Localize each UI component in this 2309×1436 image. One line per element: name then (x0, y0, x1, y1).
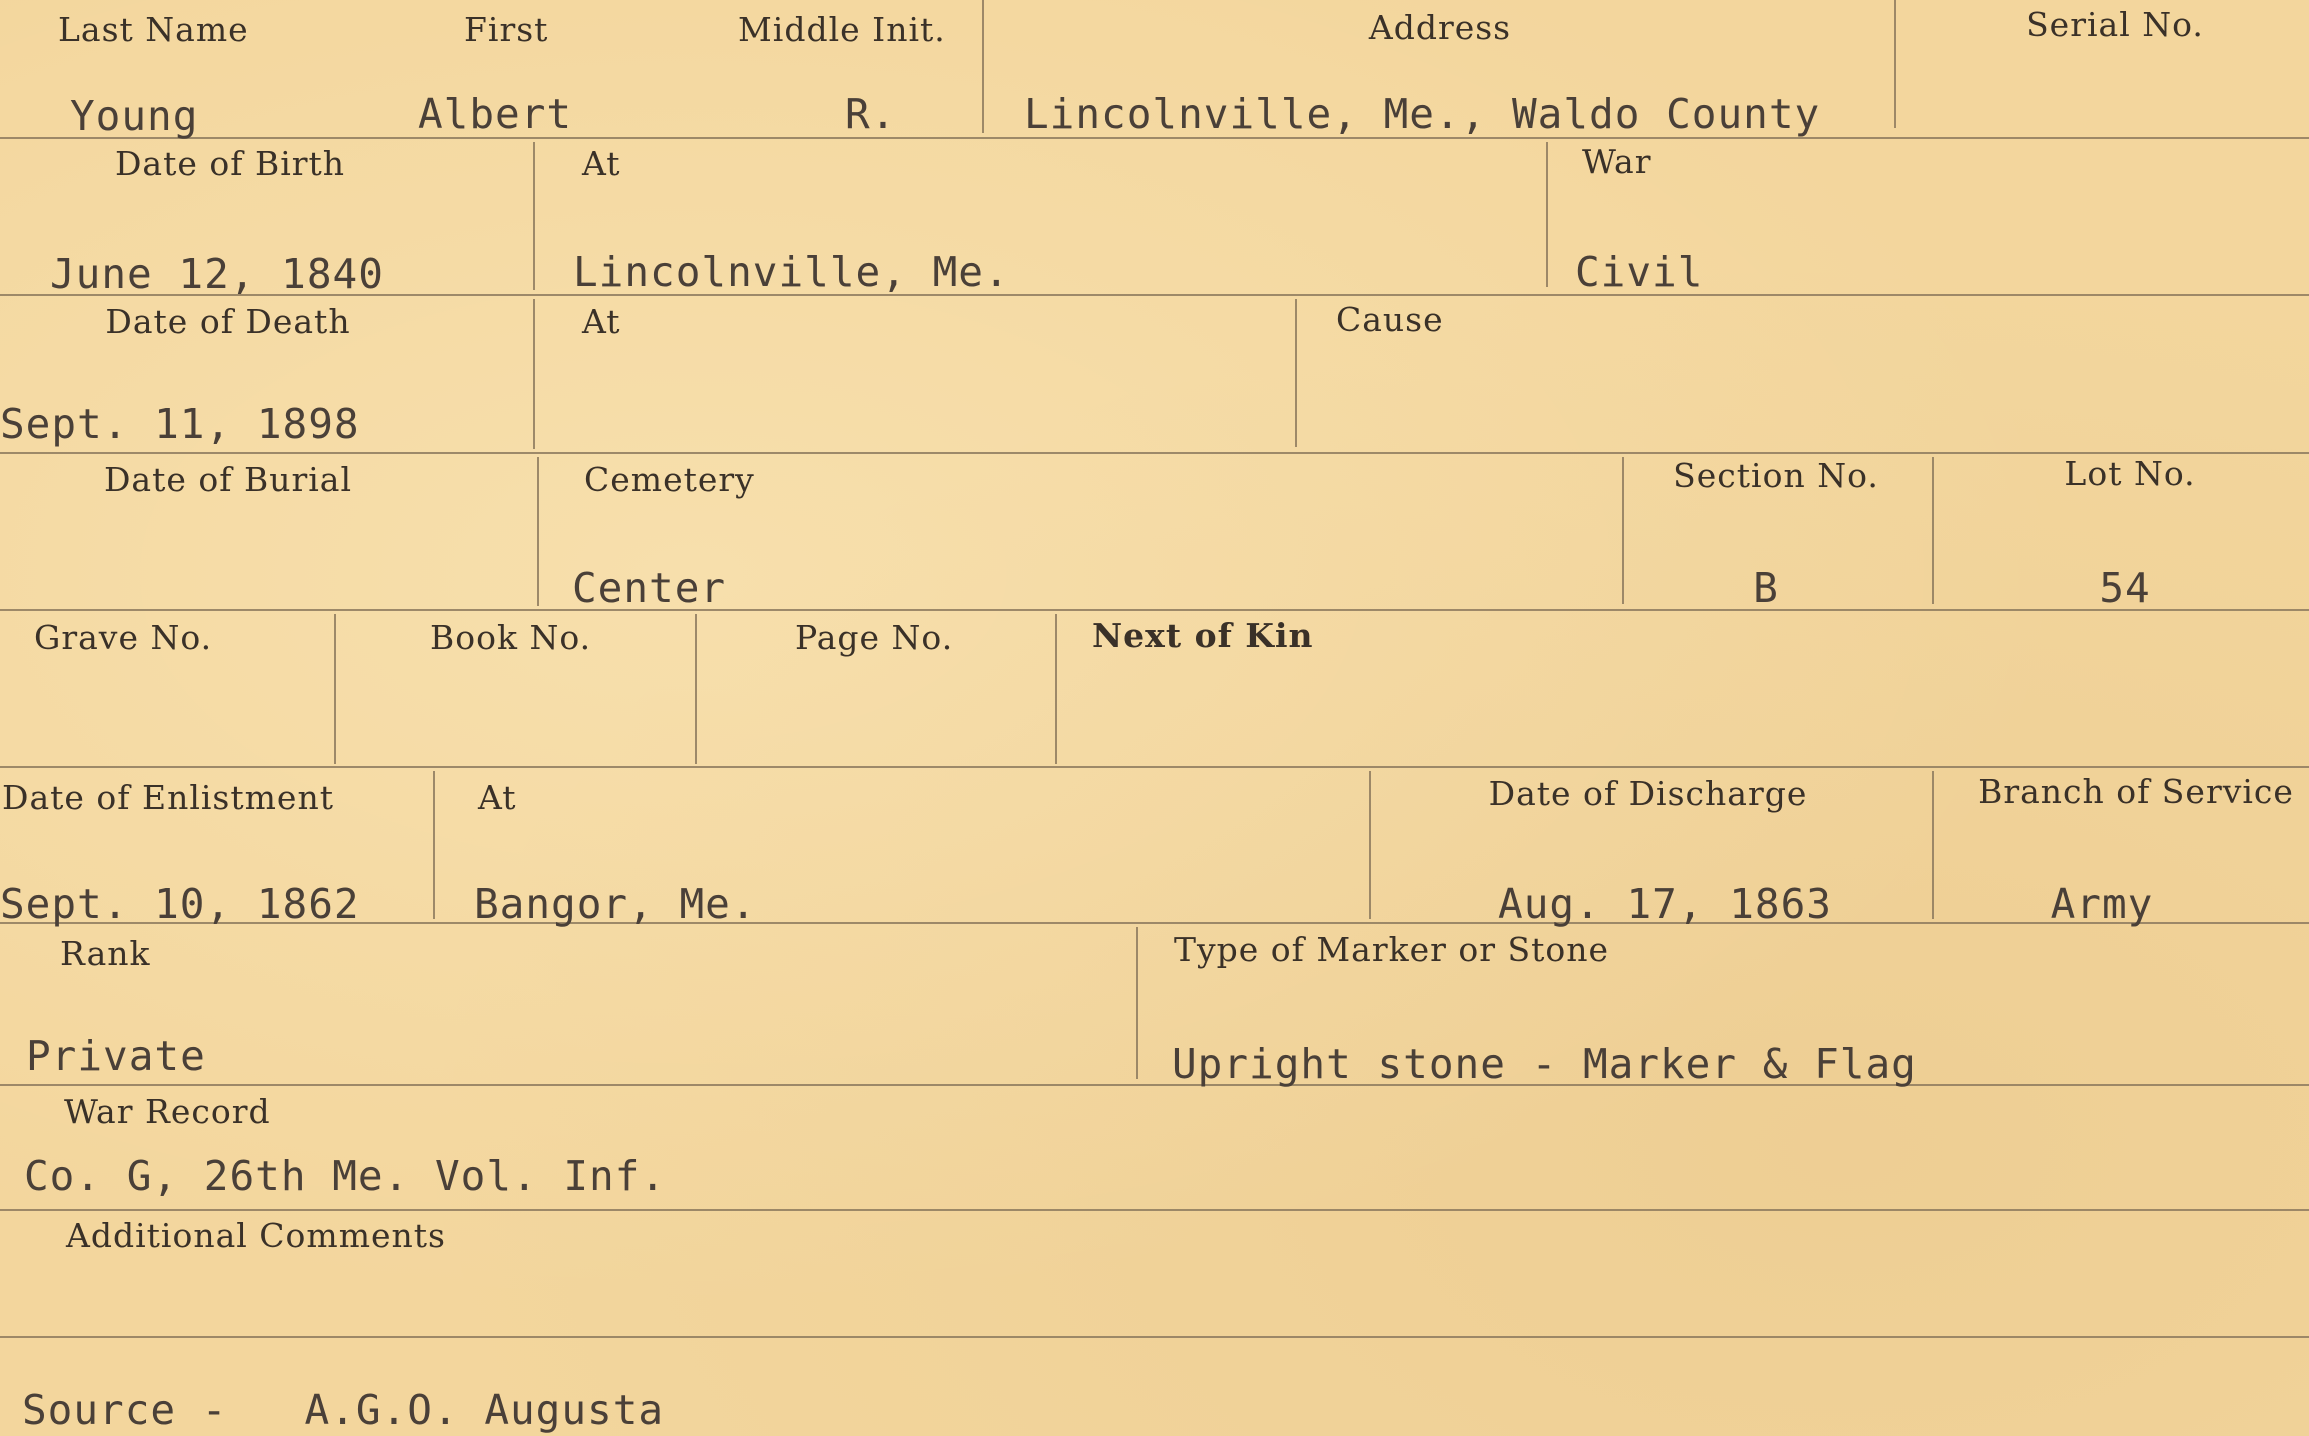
date-of-birth-value: June 12, 1840 (50, 250, 384, 298)
row-divider (0, 452, 2309, 454)
date-of-discharge-value: Aug. 17, 1863 (1498, 880, 1832, 928)
first-name-label: First (464, 10, 549, 49)
war-record-label: War Record (64, 1092, 271, 1131)
marker-type-label: Type of Marker or Stone (1174, 930, 1610, 969)
war-record-value: Co. G, 26th Me. Vol. Inf. (24, 1152, 667, 1200)
column-divider (1622, 457, 1624, 604)
middle-init-label: Middle Init. (738, 10, 946, 49)
source-value: Source - A.G.O. Augusta (22, 1386, 665, 1434)
lot-no-label: Lot No. (2064, 454, 2196, 493)
middle-init-value: R. (845, 90, 897, 138)
address-label: Address (1368, 8, 1512, 47)
additional-comments-label: Additional Comments (66, 1216, 446, 1255)
last-name-label: Last Name (58, 10, 249, 49)
book-no-label: Book No. (430, 618, 592, 657)
column-divider (1295, 299, 1297, 447)
death-at-label: At (582, 302, 621, 341)
row-divider (0, 766, 2309, 768)
date-of-birth-label: Date of Birth (114, 144, 346, 183)
branch-of-service-value: Army (2050, 880, 2154, 928)
first-name-value: Albert (418, 90, 573, 138)
date-of-burial-label: Date of Burial (103, 460, 353, 499)
column-divider (433, 771, 435, 919)
page-no-label: Page No. (795, 618, 954, 657)
column-divider (982, 0, 984, 133)
row-divider (0, 609, 2309, 611)
date-of-enlistment-label: Date of Enlistment (2, 778, 334, 817)
column-divider (1136, 927, 1138, 1079)
cemetery-value: Center (572, 564, 727, 612)
row-divider (0, 1336, 2309, 1338)
column-divider (1546, 142, 1548, 287)
cemetery-label: Cemetery (584, 460, 755, 499)
cause-label: Cause (1336, 300, 1444, 339)
marker-type-value: Upright stone - Marker & Flag (1172, 1040, 1917, 1088)
grave-no-label: Grave No. (34, 618, 213, 657)
column-divider (533, 299, 535, 449)
next-of-kin-label: Next of Kin (1092, 616, 1314, 655)
column-divider (1369, 771, 1371, 919)
date-of-death-label: Date of Death (105, 302, 351, 341)
row-divider (0, 1084, 2309, 1086)
rank-label: Rank (60, 934, 151, 973)
war-label: War (1582, 142, 1652, 181)
column-divider (533, 142, 535, 290)
enlist-at-value: Bangor, Me. (474, 880, 757, 928)
column-divider (1894, 0, 1896, 128)
enlist-at-label: At (478, 778, 517, 817)
section-no-value: B (1753, 564, 1779, 612)
war-value: Civil (1575, 248, 1704, 296)
column-divider (537, 457, 539, 606)
lot-no-value: 54 (2099, 564, 2151, 612)
branch-of-service-label: Branch of Service (1978, 772, 2294, 811)
birth-at-label: At (582, 144, 621, 183)
birth-at-value: Lincolnville, Me. (573, 248, 1010, 296)
date-of-discharge-label: Date of Discharge (1488, 774, 1808, 813)
last-name-value: Young (70, 92, 199, 140)
column-divider (1932, 457, 1934, 604)
row-divider (0, 1209, 2309, 1211)
serial-no-label: Serial No. (2026, 5, 2204, 44)
column-divider (695, 614, 697, 764)
rank-value: Private (26, 1032, 206, 1080)
section-no-label: Section No. (1673, 456, 1879, 495)
column-divider (1932, 771, 1934, 919)
date-of-enlistment-value: Sept. 10, 1862 (0, 880, 360, 928)
column-divider (1055, 614, 1057, 764)
column-divider (334, 614, 336, 764)
date-of-death-value: Sept. 11, 1898 (0, 400, 360, 448)
address-value: Lincolnville, Me., Waldo County (1024, 90, 1821, 138)
